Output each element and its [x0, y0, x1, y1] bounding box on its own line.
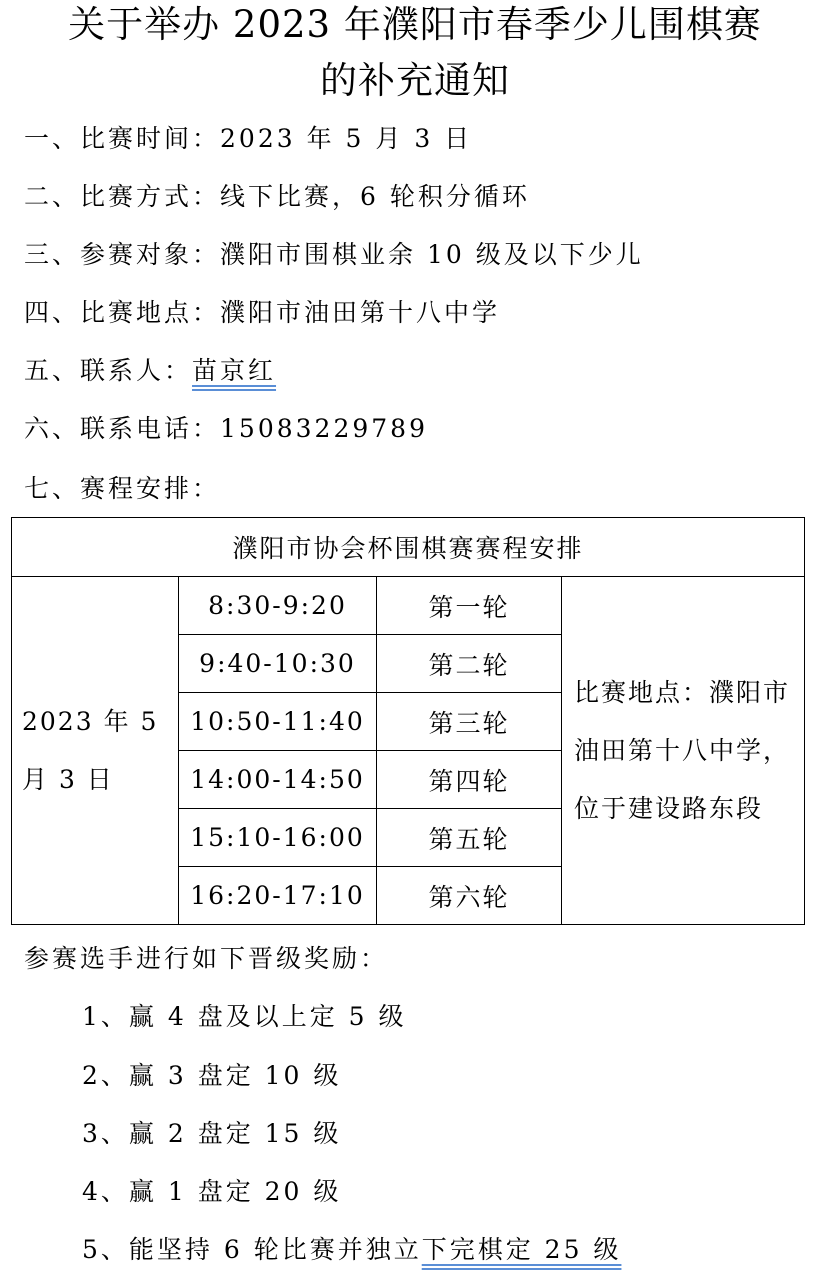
item-match-time: [24, 123, 472, 155]
reward-item: 1、赢 4 盘及以上定 5 级: [82, 1002, 407, 1031]
item-label: 四、比赛地点：: [24, 298, 221, 327]
item-label: 五、联系人：: [24, 356, 193, 385]
reward-item: 2、赢 3 盘定 10 级: [82, 1061, 342, 1090]
reward-5-underlined-text: 下完棋定 25 级: [421, 1235, 622, 1264]
item-label: 三、参赛对象：: [24, 240, 221, 269]
schedule-table-title: 濮阳市协会杯围棋赛赛程安排: [12, 518, 805, 577]
item-value: 濮阳市油田第十八中学: [220, 298, 501, 327]
schedule-header-row: [12, 518, 805, 577]
round-name-cell: 第一轮: [377, 577, 562, 635]
reward-5-text: 5、能坚持 6 轮比赛并独立: [82, 1235, 422, 1264]
item-participants: [24, 239, 644, 271]
rewards-intro: 参赛选手进行如下晋级奖励：: [24, 944, 389, 973]
notice-title-line-1: 关于举办 2023 年濮阳市春季少儿围棋赛: [68, 3, 762, 46]
round-name-cell: 第二轮: [377, 635, 562, 693]
item-value: 濮阳市围棋业余 10 级及以下少儿: [220, 240, 644, 269]
item-schedule-heading: [24, 473, 220, 505]
schedule-date-cell: 2023 年 5 月 3 日: [12, 577, 179, 925]
reward-item: 3、赢 2 盘定 15 级: [82, 1119, 342, 1148]
reward-item-5: [82, 1234, 621, 1266]
round-name-cell: 第六轮: [377, 867, 562, 925]
round-name-cell: 第四轮: [377, 751, 562, 809]
round-time-cell: 9:40-10:30: [179, 635, 377, 693]
item-contact-person: [24, 355, 276, 387]
notice-title-line-2: 的补充通知: [320, 59, 510, 102]
round-time-cell: 15:10-16:00: [179, 809, 377, 867]
item-contact-phone: [24, 413, 428, 445]
schedule-table: [11, 517, 805, 925]
round-name-cell: 第三轮: [377, 693, 562, 751]
reward-item: 4、赢 1 盘定 20 级: [82, 1177, 342, 1206]
schedule-venue-cell: 比赛地点：濮阳市油田第十八中学，位于建设路东段: [562, 577, 805, 925]
round-time-cell: 8:30-9:20: [179, 577, 377, 635]
item-label: 七、赛程安排：: [24, 474, 221, 503]
item-value: 线下比赛，6 轮积分循环: [220, 182, 530, 211]
item-label: 六、联系电话：: [24, 414, 221, 443]
item-value: 2023 年 5 月 3 日: [220, 124, 473, 153]
round-time-cell: 10:50-11:40: [179, 693, 377, 751]
item-value: 15083229789: [220, 414, 428, 443]
round-time-cell: 14:00-14:50: [179, 751, 377, 809]
contact-name: 苗京红: [192, 356, 277, 385]
item-label: 二、比赛方式：: [24, 182, 221, 211]
round-time-cell: 16:20-17:10: [179, 867, 377, 925]
item-venue: [24, 297, 500, 329]
table-row: [12, 577, 805, 635]
item-label: 一、比赛时间：: [24, 124, 221, 153]
round-name-cell: 第五轮: [377, 809, 562, 867]
item-match-format: [24, 181, 530, 213]
